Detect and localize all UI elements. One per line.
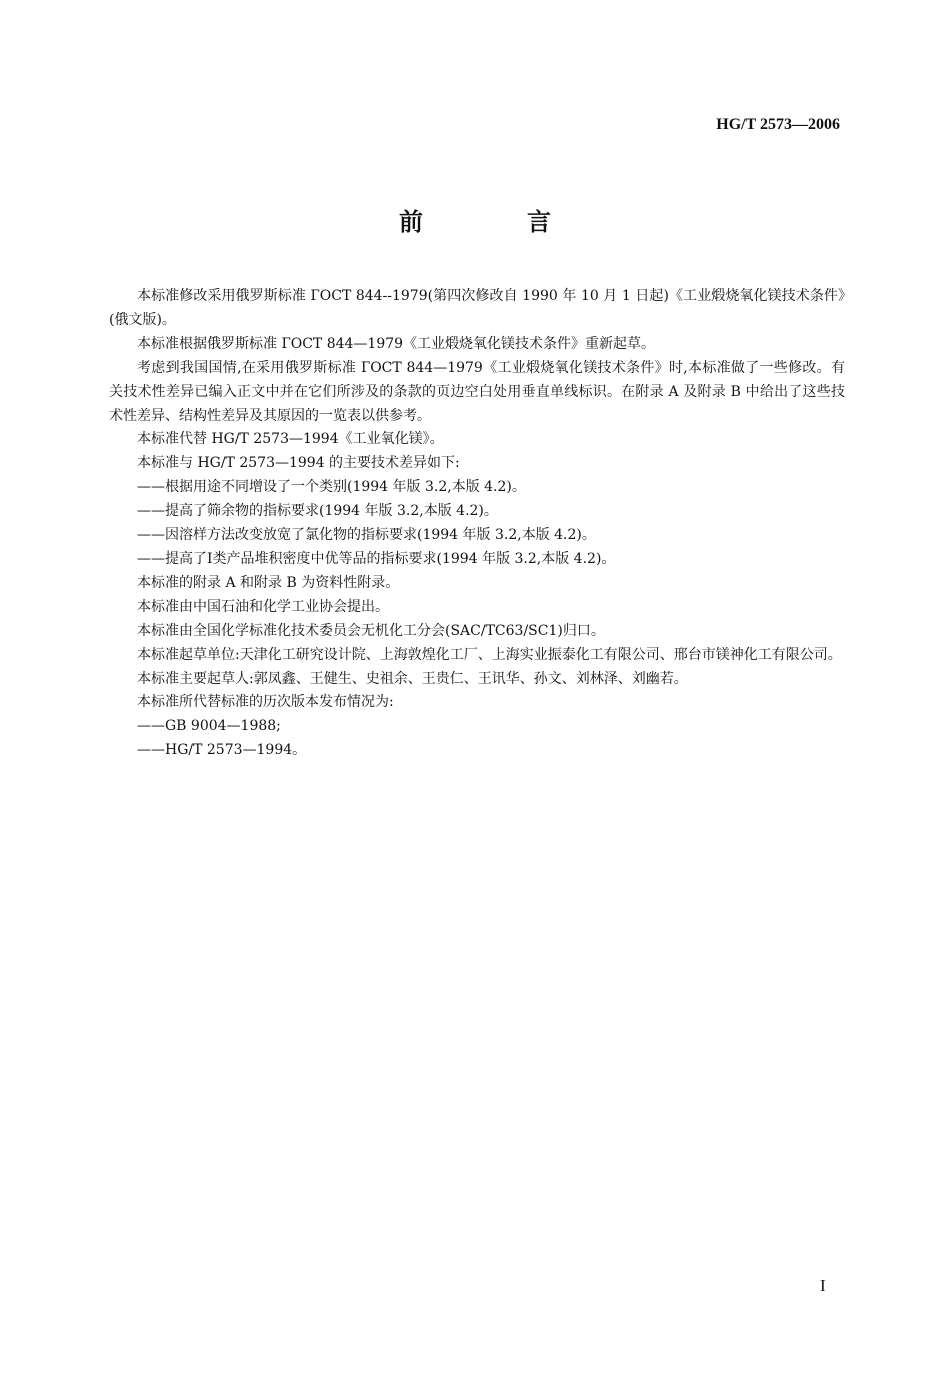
difference-item: ——因溶样方法改变放宽了氯化物的指标要求(1994 年版 3.2,本版 4.2)。 xyxy=(137,527,596,544)
foreword-body xyxy=(109,285,845,763)
difference-item: ——提高了Ⅰ类产品堆积密度中优等品的指标要求(1994 年版 3.2,本版 4.2)。 xyxy=(137,550,616,567)
difference-item: ——提高了筛余物的指标要求(1994 年版 3.2,本版 4.2)。 xyxy=(137,503,498,520)
paragraph-replaces: 本标准代替 HG/T 2573—1994《工业氧化镁》。 xyxy=(137,431,444,448)
paragraph-history-intro: 本标准所代替标准的历次版本发布情况为: xyxy=(137,694,394,711)
paragraph-drafting-units: 本标准起草单位:天津化工研究设计院、上海敦煌化工厂、上海实业振泰化工有限公司、邢台市镁神化工有限公司。 xyxy=(137,646,842,663)
history-item: ——HG/T 2573—1994。 xyxy=(137,742,307,759)
paragraph-centralized-by: 本标准由全国化学标准化技术委员会无机化工分会(SAC/TC63/SC1)归口。 xyxy=(137,622,605,639)
standard-code: HG/T 2573—2006 xyxy=(716,116,840,133)
page-number: I xyxy=(820,1276,826,1295)
paragraph-redrafted: 本标准根据俄罗斯标准 ГОСТ 844—1979《工业煅烧氧化镁技术条件》重新起草。 xyxy=(137,335,656,352)
paragraph-differences-intro: 本标准与 HG/T 2573—1994 的主要技术差异如下: xyxy=(137,455,460,472)
paragraph-proposed-by: 本标准由中国石油和化学工业协会提出。 xyxy=(137,598,389,615)
difference-item: ——根据用途不同增设了一个类别(1994 年版 3.2,本版 4.2)。 xyxy=(137,479,526,496)
paragraph-drafters: 本标准主要起草人:郭凤鑫、王健生、史祖余、王贵仁、王讯华、孙文、刘林泽、刘幽若。 xyxy=(137,670,688,687)
history-item: ——GB 9004—1988; xyxy=(137,718,281,735)
paragraph-adoption: 本标准修改采用俄罗斯标准 ГОСТ 844--1979(第四次修改自 1990 年 10 月 1 日起)《工业煅烧氧化镁技术条件》(俄文版)。 xyxy=(109,288,845,328)
page-title: 前 言 xyxy=(399,208,591,236)
paragraph-modifications: 考虑到我国国情,在采用俄罗斯标准 ГОСТ 844—1979《工业煅烧氧化镁技术条件》时,本标准做了一些修改。有关技术性差异已编入正文中并在它们所涉及的条款的页边空白处用垂直单线标识。在附录 A 及附录 B 中给出了这些技术性差异、结构性差异及其原因的一览表以供参考。 xyxy=(109,359,845,424)
paragraph-annexes: 本标准的附录 A 和附录 B 为资料性附录。 xyxy=(137,574,400,591)
